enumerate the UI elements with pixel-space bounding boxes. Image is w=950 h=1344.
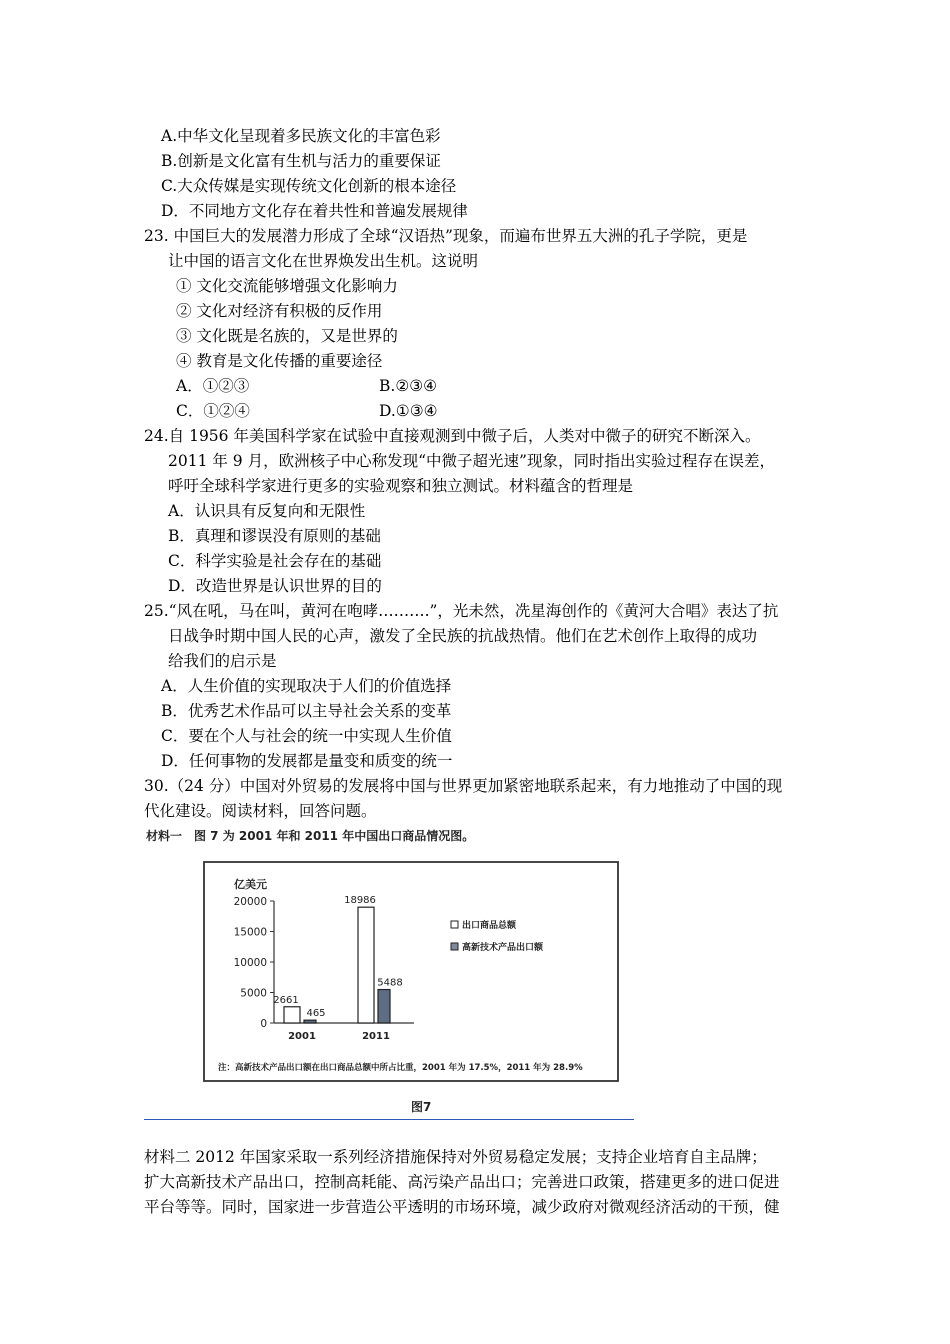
legend-label-total: 出口商品总额 (462, 921, 517, 931)
chart-frame (204, 862, 618, 1081)
y-tick-label: 10000 (233, 957, 267, 969)
q23-item-3: ③ 文化既是名族的，又是世界的 (176, 327, 398, 345)
material2-line-3: 平台等等。同时，国家进一步营造公平透明的市场环境，减少政府对微观经济活动的干预，健 (144, 1198, 780, 1216)
export-chart-figure (144, 826, 634, 1122)
q24-stem-line-2: 2011 年 9 月，欧洲核子中心称发现“中微子超光速”现象，同时指出实验过程存在误差， (168, 452, 775, 470)
q23-stem-line-1: 23. 中国巨大的发展潜力形成了全球“汉语热”现象，而遍布世界五大洲的孔子学院，更是 (144, 227, 748, 245)
q24-option-b: B．真理和谬误没有原则的基础 (168, 527, 381, 545)
q23-option-c: C．①②④ (176, 402, 250, 420)
q24-option-a: A．认识具有反复向和无限性 (168, 502, 366, 520)
q30-stem-line-1: 30.（24 分）中国对外贸易的发展将中国与世界更加紧密地联系起来，有力地推动了中国的现 (144, 777, 783, 795)
q25-option-a: A．人生价值的实现取决于人们的价值选择 (161, 677, 452, 695)
chart-ylabel: 亿美元 (234, 878, 267, 891)
bar-value-label: 2661 (273, 994, 299, 1006)
q22-option-a: A.中华文化呈现着多民族文化的丰富色彩 (161, 127, 441, 145)
material2-line-2: 扩大高新技术产品出口，控制高耗能、高污染产品出口；完善进口政策，搭建更多的进口促进 (144, 1173, 780, 1191)
q24-option-c: C．科学实验是社会存在的基础 (168, 552, 382, 570)
bar-hightech-2011 (378, 990, 390, 1023)
legend-label-hightech: 高新技术产品出口额 (462, 943, 544, 953)
q25-stem-line-1: 25.“风在吼，马在叫，黄河在咆哮……….”，光未然，冼星海创作的《黄河大合唱》表达了抗 (144, 602, 779, 620)
q25-option-d: D．任何事物的发展都是量变和质变的统一 (161, 752, 453, 770)
q25-option-b: B．优秀艺术作品可以主导社会关系的变革 (161, 702, 452, 720)
y-tick-label: 20000 (233, 896, 267, 908)
bar-total-2011 (358, 907, 374, 1023)
bar-value-label: 18986 (344, 895, 376, 907)
legend-swatch-hightech (451, 943, 458, 950)
q22-option-d: D．不同地方文化存在着共性和普遍发展规律 (161, 202, 468, 220)
q25-option-c: C．要在个人与社会的统一中实现人生价值 (161, 727, 452, 745)
q25-stem-line-2: 日战争时期中国人民的心声，激发了全民族的抗战热情。他们在艺术创作上取得的成功 (168, 627, 758, 645)
y-tick-label: 0 (260, 1018, 267, 1030)
q24-stem-line-1: 24.自 1956 年美国科学家在试验中直接观测到中微子后，人类对中微子的研究不断深入。 (144, 427, 761, 445)
y-tick-label: 15000 (233, 926, 267, 939)
figure-divider (144, 1119, 634, 1120)
x-tick-label-2001: 2001 (288, 1031, 316, 1042)
q23-item-2: ② 文化对经济有积极的反作用 (176, 302, 383, 320)
material2-line-1: 材料二 2012 年国家采取一系列经济措施保持对外贸易稳定发展；支持企业培育自主品牌； (144, 1148, 767, 1166)
x-tick-label-2011: 2011 (362, 1031, 390, 1042)
bar-value-label: 465 (306, 1008, 326, 1020)
chart-caption: 图7 (411, 1100, 432, 1114)
y-tick-label: 5000 (240, 987, 267, 1000)
q23-item-4: ④ 教育是文化传播的重要途径 (176, 352, 383, 370)
bar-value-label: 5488 (377, 977, 403, 989)
q23-option-b: B.②③④ (379, 377, 438, 395)
q22-option-b: B.创新是文化富有生机与活力的重要保证 (161, 152, 441, 170)
q25-stem-line-3: 给我们的启示是 (168, 652, 277, 670)
q23-item-1: ① 文化交流能够增强文化影响力 (176, 277, 398, 295)
q30-stem-line-2: 代化建设。阅读材料，回答问题。 (144, 802, 377, 820)
q23-stem-line-2: 让中国的语言文化在世界焕发出生机。这说明 (168, 252, 479, 270)
chart-header: 材料一 图 7 为 2001 年和 2011 年中国出口商品情况图。 (146, 829, 475, 843)
q22-option-c: C.大众传媒是实现传统文化创新的根本途径 (161, 177, 457, 195)
export-chart (144, 826, 634, 1122)
legend-swatch-total (451, 921, 458, 928)
bar-hightech-2001 (304, 1020, 316, 1023)
q23-option-a: A．①②③ (176, 377, 250, 395)
q24-stem-line-3: 呼吁全球科学家进行更多的实验观察和独立测试。材料蕴含的哲理是 (168, 477, 634, 495)
q24-option-d: D．改造世界是认识世界的目的 (168, 577, 382, 595)
bar-total-2001 (284, 1007, 300, 1023)
chart-note: 注：高新技术产品出口额在出口商品总额中所占比重，2001 年为 17.5%，2011 年为 28.9% (218, 1063, 583, 1073)
q23-option-d: D.①③④ (379, 402, 438, 420)
